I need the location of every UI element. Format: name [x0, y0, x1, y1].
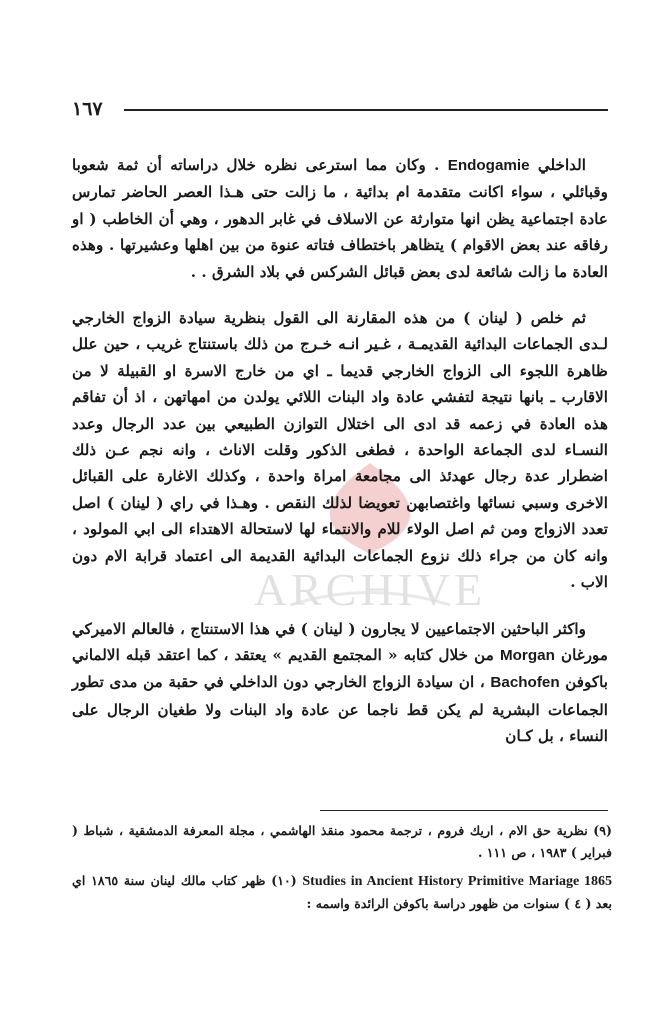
paragraph-1: [72, 152, 608, 285]
footnote-10: [72, 870, 612, 915]
paragraph-2-text: ثم خلص ( لينان ) من هذه المقارنة الى القول بنظرية سيادة الزواج الخارجي لـدى الجماعات البدائية القديمـة ، غـير انـه خـرج من ذلك باستنتاج غريب ، حين علل ظاهرة اللجوء الى الزواج الخارجي قديما ـ اي من خارج الاسرة او القبيلة لا من الاقارب ـ بانها نتيجة لتفشي عادة واد البنات اللائي يولدن من امهاتهن ، اذ أن تفاقم هذه العادة في زعمه قد ادى الى اختلال التوازن الطبيعي بين عدد الرجال وعدد النسـاء لدى الجماعة الواحدة ، فطغى الذكور وقلت الاناث ، وانه نجم عـن ذلك اضطرار عدة رجال عهدئذ الى مجامعة امراة واحدة ، وكذلك الاغارة على القبائل الاخرى وسبي نسائها واغتصابهن تعويضا لذلك النقص . وهـذا في راي ( لينان ) اصل تعدد الازواج ومن ثم اصل الولاء للام والانتماء لها لاستحالة الاهتداء الى ابي المولود ، وانه كان من جراء ذلك نزوع الجماعات البدائية القديمة الى اعتماد قرابة الام دون الاب .: [72, 309, 608, 592]
footnote-10-text: (١٠) ظهر كتاب مالك لينان سنة ١٨٦٥ اي بعد ( ٤ ) سنوات من ظهور دراسة باكوفن الرائدة واسمه :: [72, 873, 612, 911]
paragraph-3-text-b: من خلال كتابه « المجتمع القديم » يعتقد ، كما اعتقد قبله الالماني باكوفن: [72, 645, 608, 692]
term-morgan: Morgan: [500, 646, 555, 664]
paragraph-1-text-a: الداخلي: [529, 156, 586, 174]
paragraph-3-text-c: ، ان سيادة الزواج الخارجي دون الداخلي في حقبة من مدى تطور الجماعات البشرية لم يكن قط ناجما عن عادة واد البنات ولا طغيان الرجال على النساء ، بل كـان: [72, 673, 608, 746]
page-number: ١٦٧: [72, 98, 103, 120]
page-header: [72, 98, 608, 122]
paragraph-3-text-a: واكثر الباحثين الاجتماعيين لا يجارون ( لينان ) في هذا الاستنتاج ، فالعالم الاميركي مورغان: [72, 619, 609, 664]
term-bachofen: Bachofen: [490, 674, 560, 692]
footnote-9: (٩) نظرية حق الام ، اريك فروم ، ترجمة محمود منقذ الهاشمي ، مجلة المعرفة الدمشقية ، شباط ( فبراير ) ١٩٨٣ ، ص ١١١ .: [72, 823, 612, 860]
footnote-rule: [320, 810, 608, 811]
header-rule: [124, 109, 608, 111]
footnote-10-english-title: Studies in Ancient History Primitive Mariage 1865: [302, 874, 612, 889]
paragraph-2: [72, 305, 608, 595]
body-text: [72, 152, 608, 770]
term-endogamie: Endogamie: [447, 157, 530, 174]
footnotes: [72, 820, 612, 921]
paragraph-1-text-b: . وكان مما استرعى نظره خلال دراساته أن ثمة شعوبا وقبائلي ، سواء اكانت متقدمة ام بدائية ، ما زالت حتى هـذا العصر الحاضر تمارس عادة اجتماعية يظن انها متوارثة عن الاسلاف في غابر الدهور ، وهي أن الخاطب ( او رفاقه عند بعض الاقوام ) يتظاهر باختطاف فتاته عنوة من بين اهلها وعشيرتها . وهذه العادة ما زالت شائعة لدى بعض قبائل الشركس في بلاد الشرق . .: [72, 156, 608, 281]
paragraph-3: [72, 616, 608, 750]
watermark-text: ARCHIVE: [253, 564, 487, 615]
